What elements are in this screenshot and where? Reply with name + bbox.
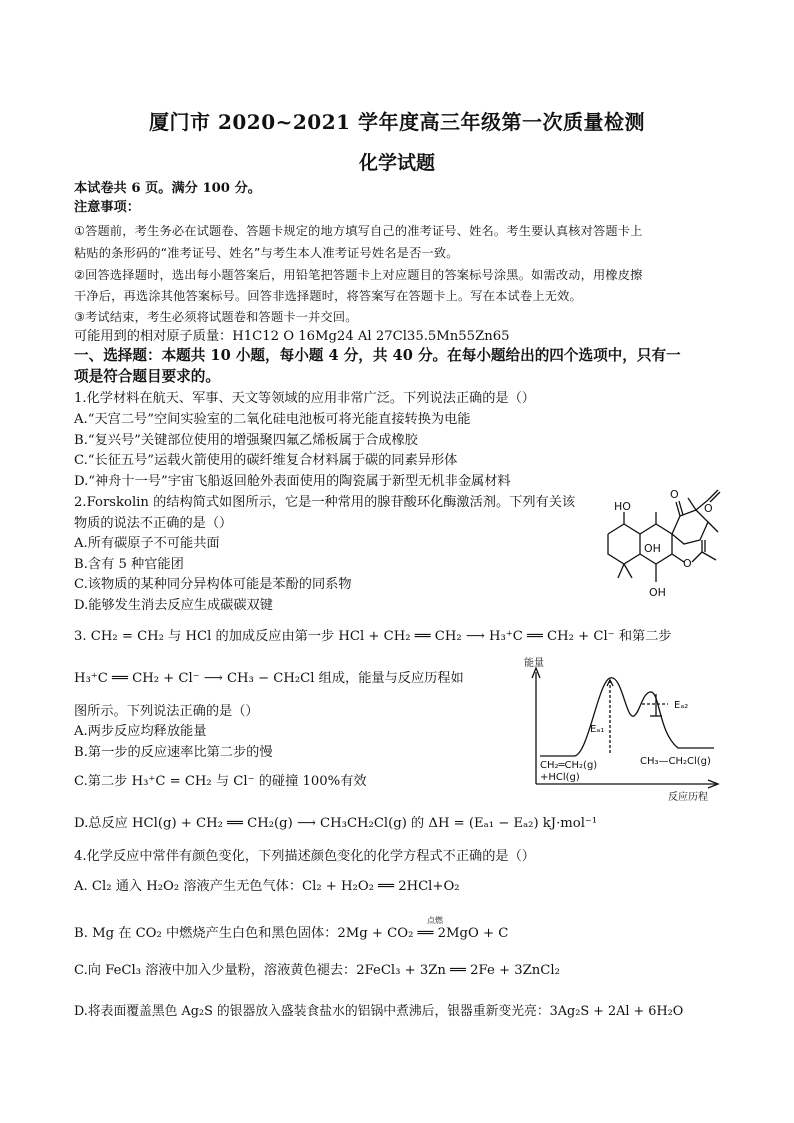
exam-title: 厦门市 2020~2021 学年度高三年级第一次质量检测 xyxy=(148,110,645,134)
exam-subtitle: 化学试题 xyxy=(358,152,435,174)
q1-option-c: C.“长征五号”运载火箭使用的碳纤维复合材料属于碳的同素异形体 xyxy=(74,453,458,468)
q3-option-b: B.第一步的反应速率比第二步的慢 xyxy=(74,745,273,760)
q4-option-c: C.向 FeCl₃ 溶液中加入少量粉，溶液黄色褪去：2FeCl₃ + 3Zn ══ 2Fe + 3ZnCl₂ xyxy=(74,963,560,978)
pages-score: 本试卷共 6 页。满分 100 分。 xyxy=(74,181,261,196)
fig-label: OH xyxy=(649,586,666,599)
fig-label: O xyxy=(670,488,679,501)
q3-option-d: D.总反应 HCl(g) + CH₂ ══ CH₂(g) ⟶ CH₃CH₂Cl(g) 的 ΔH = (Eₐ₁ − Eₐ₂) kJ·mol⁻¹ xyxy=(74,816,598,831)
q2-stem: 2.Forskolin 的结构简式如图所示，它是一种常用的腺苷酸环化酶激活剂。下列有关该 xyxy=(74,495,576,510)
notice-line: 干净后，再选涂其他答案标号。回答非选择题时，将答案写在答题卡上。写在本试卷上无效。 xyxy=(74,289,582,303)
q2-option-d: D.能够发生消去反应生成碳碳双键 xyxy=(74,598,273,613)
q4-option-d: D.将表面覆盖黑色 Ag₂S 的银器放入盛装食盐水的铝锅中煮沸后，银器重新变光亮：3Ag₂S + 2Al + 6H₂O xyxy=(74,1004,684,1019)
q3-stem: 图所示。下列说法正确的是（） xyxy=(74,704,259,719)
q2-stem: 物质的说法不正确的是（） xyxy=(74,516,233,531)
q1-option-b: B.“复兴号”关键部位使用的增强聚四氟乙烯板属于合成橡胶 xyxy=(74,433,418,448)
section-heading: 一、选择题：本题共 10 小题，每小题 4 分，共 40 分。在每小题给出的四个选项中，只有一 xyxy=(74,347,681,364)
fig-axis-label: 反应历程 xyxy=(668,792,708,803)
q4-option-b: B. Mg 在 CO₂ 中燃烧产生白色和黑色固体：2Mg + CO₂ ══ 2MgO + C xyxy=(74,926,509,941)
section-heading: 项是符合题目要求的。 xyxy=(74,368,220,385)
atomic-masses: 可能用到的相对原子质量：H1C12 O 16Mg24 Al 27Cl35.5Mn55Zn65 xyxy=(74,329,510,344)
q3-option-c: C.第二步 H₃⁺C = CH₂ 与 Cl⁻ 的碰撞 100%有效 xyxy=(74,774,367,789)
fig-label: Eₐ₂ xyxy=(674,700,689,711)
energy-profile-figure xyxy=(518,654,728,804)
q2-option-c: C.该物质的某种同分异构体可能是苯酚的同系物 xyxy=(74,577,352,592)
fig-label: Eₐ₁ xyxy=(590,724,605,735)
q3-stem: 3. CH₂ = CH₂ 与 HCl 的加成反应由第一步 HCl + CH₂ ══ CH₂ ⟶ H₃⁺C ══ CH₂ + Cl⁻ 和第二步 xyxy=(74,629,672,644)
notice-line: ①答题前，考生务必在试题卷、答题卡规定的地方填写自己的准考证号、姓名。考生要认真核对答题卡上 xyxy=(74,224,643,238)
notice-line: 粘贴的条形码的“准考证号、姓名”与考生本人准考证号姓名是否一致。 xyxy=(74,246,459,260)
notice-line: ③考试结束，考生必须将试题卷和答题卡一并交回。 xyxy=(74,310,358,324)
q4-option-a: A. Cl₂ 通入 H₂O₂ 溶液产生无色气体：Cl₂ + H₂O₂ ══ 2HCl+O₂ xyxy=(74,879,460,894)
fig-label: CH₃—CH₂Cl(g) xyxy=(640,756,711,767)
fig-label: HO xyxy=(614,500,631,513)
reaction-condition: 点燃 xyxy=(427,916,443,925)
q2-option-a: A.所有碳原子不可能共面 xyxy=(74,536,220,551)
q3-option-a: A.两步反应均释放能量 xyxy=(74,724,207,739)
fig-label: OH xyxy=(644,542,661,555)
q3-stem: H₃⁺C ══ CH₂ + Cl⁻ ⟶ CH₃ − CH₂Cl 组成，能量与反应历程如 xyxy=(74,671,464,686)
notice-title: 注意事项： xyxy=(74,200,140,215)
q1-option-d: D.“神舟十一号”宇宙飞船返回舱外表面使用的陶瓷属于新型无机非金属材料 xyxy=(74,474,511,489)
fig-label: O xyxy=(704,502,713,515)
q2-option-b: B.含有 5 种官能团 xyxy=(74,557,184,572)
notice-line: ②回答选择题时，选出每小题答案后，用铅笔把答题卡上对应题目的答案标号涂黑。如需改动，用橡皮擦 xyxy=(74,268,643,282)
fig-label: CH₂═CH₂(g) xyxy=(540,760,598,771)
q1-option-a: A.“天宫二号”空间实验室的二氧化硅电池板可将光能直接转换为电能 xyxy=(74,412,471,427)
fig-label: +HCl(g) xyxy=(540,772,580,783)
fig-label: O xyxy=(683,557,692,570)
q1-stem: 1.化学材料在航天、军事、天文等领域的应用非常广泛。下列说法正确的是（） xyxy=(74,391,535,406)
q4-stem: 4.化学反应中常伴有颜色变化，下列描述颜色变化的化学方程式不正确的是（） xyxy=(74,849,535,864)
forskolin-structure-figure xyxy=(596,482,726,612)
fig-axis-label: 能量 xyxy=(524,658,544,669)
